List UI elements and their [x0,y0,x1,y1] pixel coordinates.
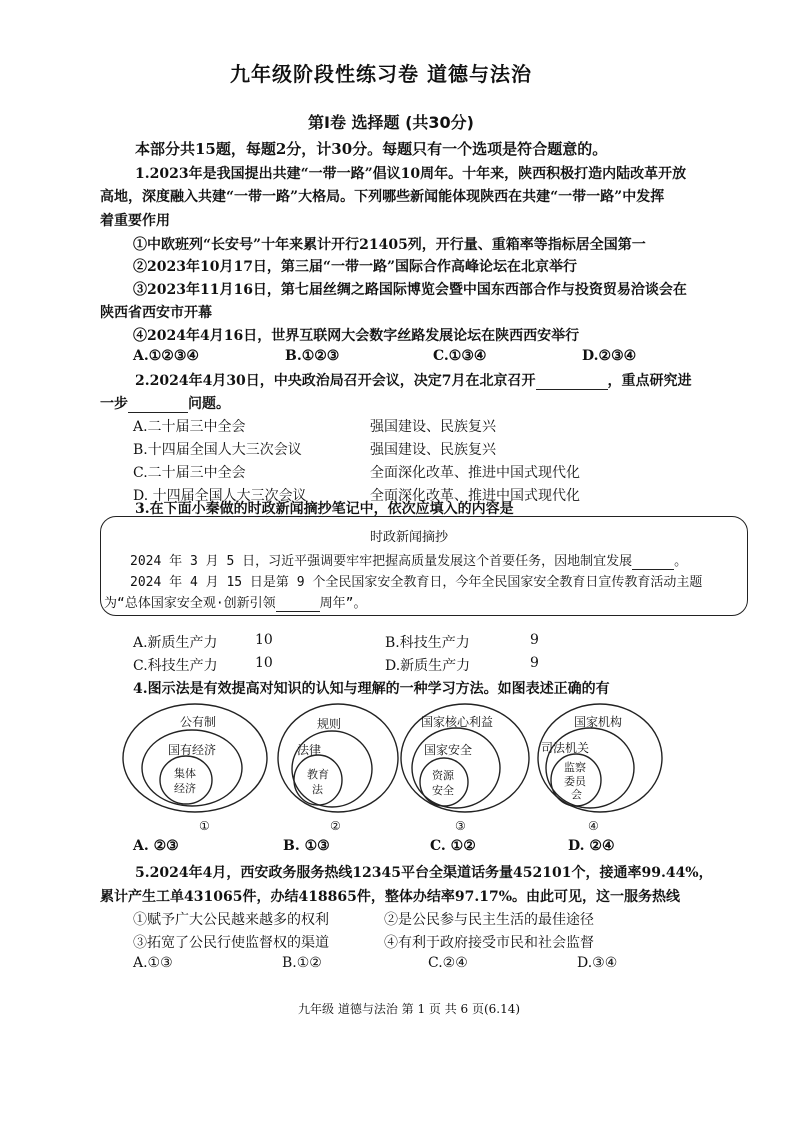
q5-option-c[interactable]: C.②④ [428,955,468,971]
diagram-1-number: ① [199,819,210,833]
q2-stem-line2 [100,393,230,413]
news-notes-title: 时政新闻摘抄 [370,530,449,545]
section-title: 第Ⅰ卷 选择题 (共30分) [308,113,474,132]
diagram-1-inner-label-1: 集体 [174,767,196,780]
diagram-2-middle-label: 法律 [297,743,322,757]
diagram-4-inner-label-2: 委员 [564,775,586,788]
diagram-1 [123,704,267,833]
q1-item-2: ②2023年10月17日，第三届“一带一路”国际合作高峰论坛在北京举行 [133,259,578,275]
diagram-2-inner-label-1: 教育 [307,768,329,781]
q5-item-4: ④有利于政府接受市民和社会监督 [384,935,594,951]
diagram-3-number: ③ [455,819,466,833]
page-footer: 九年级 道德与法治 第 1 页 共 6 页(6.14) [298,1002,521,1016]
q5-item-1: ①赋予广大公民越来越多的权利 [133,912,329,928]
q1-option-a[interactable]: A.①②③④ [133,348,199,364]
q3-option-b[interactable]: B.科技生产力 [385,635,470,651]
diagram-4-inner-label-3: 会 [571,788,582,801]
diagram-4-middle-label: 司法机关 [541,741,590,755]
diagram-2-inner-label-2: 法 [312,783,323,796]
diagram-4-outer-label: 国家机构 [574,715,623,729]
q1-item-3-cont: 陕西省西安市开幕 [100,305,212,321]
q4-option-d[interactable]: D. ②④ [568,838,615,854]
diagram-3 [401,704,529,833]
q3-stem: 3.在下面小秦做的时政新闻摘抄笔记中，依次应填入的内容是 [135,501,514,517]
diagram-3-inner-label-1: 资源 [432,769,454,782]
concept-diagrams [120,702,730,842]
q1-option-d[interactable]: D.②③④ [582,348,637,364]
q2-option-d[interactable]: D. 十四届全国人大三次会议 [133,488,307,504]
news-notes-line3 [104,592,366,612]
q4-stem: 4.图示法是有效提高对知识的认知与理解的一种学习方法。如图表述正确的有 [133,681,610,697]
diagram-2 [278,704,398,833]
section-instructions: 本部分共15题，每题2分，计30分。每题只有一个选项是符合题意的。 [135,140,608,158]
q2-option-a-text: 强国建设、民族复兴 [370,419,496,435]
q2-option-a[interactable]: A.二十届三中全会 [133,419,246,435]
q3-option-c[interactable]: C.科技生产力 [133,658,218,674]
q3-option-c-num: 10 [255,655,273,671]
q2-blank-2 [128,396,188,413]
q2-option-d-text: 全面深化改革、推进中国式现代化 [370,488,580,504]
q1-stem-line1: 1.2023年是我国提出共建“一带一路”倡议10周年。十年来，陕西积极打造内陆改革开放 [135,166,687,182]
news-notes-line1: 2024 年 3 月 5 日，习近平强调要牢牢把握高质量发展这个首要任务，因地制宜发展 。 [130,554,688,569]
q5-option-b[interactable]: B.①② [282,955,322,971]
q2-option-b-text: 强国建设、民族复兴 [370,442,496,458]
q4-option-a[interactable]: A. ②③ [133,838,179,854]
diagram-3-middle-label: 国家安全 [424,743,473,757]
q2-blank-1 [536,373,608,390]
q2-stem-part1: 2.2024年4月30日，中央政治局召开会议，决定7月在北京召开 [135,373,536,389]
q2-stem-part3: 一步 [100,396,128,412]
diagram-3-outer-label: 国家核心利益 [421,715,494,729]
diagram-4-number: ④ [588,819,599,833]
q5-option-d[interactable]: D.③④ [577,955,618,971]
q2-option-c-text: 全面深化改革、推进中国式现代化 [370,465,580,481]
q2-option-b[interactable]: B.十四届全国人大三次会议 [133,442,302,458]
q1-stem-line3: 着重要作用 [100,213,170,229]
news-notes-line2: 2024 年 4 月 15 日是第 9 个全民国家安全教育日，今年全民国家安全教育日宣传教育活动主题 [130,575,703,590]
diagram-1-middle-label: 国有经济 [168,743,217,757]
diagram-4 [538,704,662,833]
diagram-2-outer-label: 规则 [317,717,342,731]
q4-option-c[interactable]: C. ①② [430,838,476,854]
q4-option-b[interactable]: B. ①③ [283,838,330,854]
q5-stem-line2: 累计产生工单431065件，办结418865件，整体办结率97.17%。由此可见，这一服务热线 [100,889,681,905]
q1-item-1: ①中欧班列“长安号”十年来累计开行21405列，开行量、重箱率等指标居全国第一 [133,237,646,253]
q3-option-b-num: 9 [530,632,539,648]
q1-option-b[interactable]: B.①②③ [285,348,340,364]
q1-item-4: ④2024年4月16日，世界互联网大会数字丝路发展论坛在陕西西安举行 [133,328,580,344]
q1-stem-line2: 高地，深度融入共建“一带一路”大格局。下列哪些新闻能体现陕西在共建“一带一路”中发挥 [100,189,665,205]
diagram-1-inner-ring [160,756,212,804]
news-notes-line3b: 周年”。 [319,596,367,611]
q1-option-c[interactable]: C.①③④ [433,348,487,364]
q3-option-d-num: 9 [530,655,539,671]
diagram-1-outer-label: 公有制 [180,715,217,729]
q1-item-3: ③2023年11月16日，第七届丝绸之路国际博览会暨中国东西部合作与投资贸易洽谈会在 [133,282,687,298]
diagram-3-inner-ring [420,758,468,806]
q2-stem-part4: 问题。 [188,396,230,412]
q2-stem-line1 [135,370,692,390]
q3-option-a[interactable]: A.新质生产力 [133,635,218,651]
q3-option-a-num: 10 [255,632,273,648]
diagram-4-inner-label-1: 监察 [564,761,586,774]
news-notes-line3a: 为“总体国家安全观·创新引领 [104,596,276,611]
q3-option-d[interactable]: D.新质生产力 [385,658,471,674]
diagram-4-middle-ring [546,728,634,808]
q5-stem-line1: 5.2024年4月，西安政务服务热线12345平台全渠道话务量452101个，接通率99.44%， [135,865,713,881]
q2-option-c[interactable]: C.二十届三中全会 [133,465,246,481]
news-notes-line1-text: 2024 年 3 月 5 日，习近平强调要牢牢把握高质量发展这个首要任务，因地制宜发展 [130,554,633,569]
diagram-3-inner-label-2: 安全 [432,784,454,797]
q5-option-a[interactable]: A.①③ [133,955,173,971]
q2-stem-part2: ，重点研究进 [607,373,692,389]
q3-blank-2 [276,596,320,612]
exam-title: 九年级阶段性练习卷 道德与法治 [230,62,532,86]
diagram-1-inner-label-2: 经济 [174,782,196,795]
diagram-2-number: ② [330,819,341,833]
q5-item-2: ②是公民参与民主生活的最佳途径 [384,912,594,928]
q3-blank-1 [632,554,674,570]
q5-item-3: ③拓宽了公民行使监督权的渠道 [133,935,329,951]
